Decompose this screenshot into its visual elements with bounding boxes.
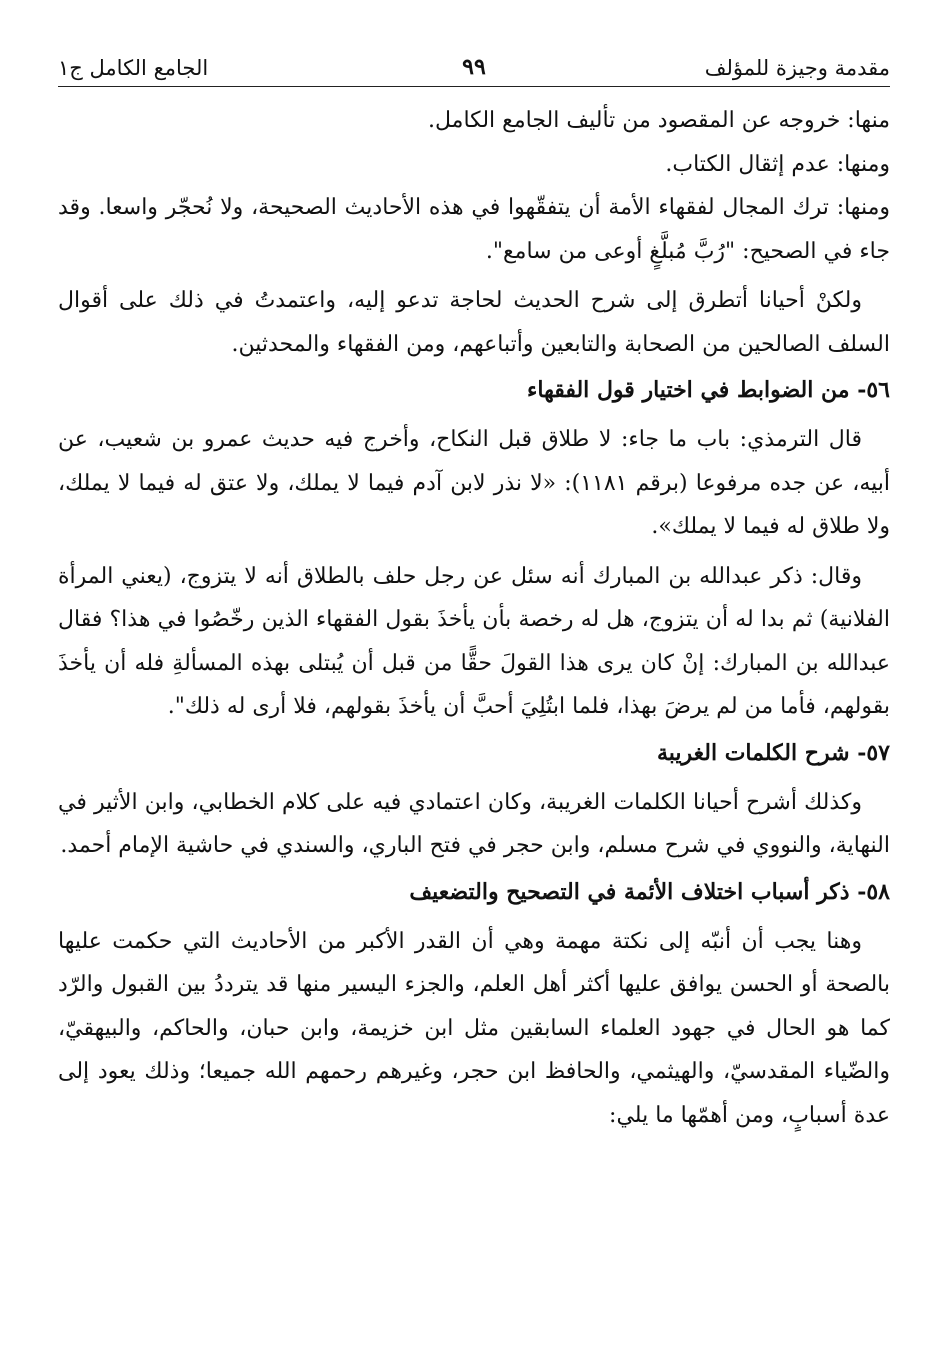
intro-paragraph-1: منها: خروجه عن المقصود من تأليف الجامع الكامل. [428, 108, 890, 133]
section-56-paragraph-2: وقال: ذكر عبدالله بن المبارك أنه سئل عن رجل حلف بالطلاق أنه لا يتزوج، (يعني المرأة الفلانية) ثم بدا له أن يتزوج، هل له رخصة بأن يأخذَ بقول الفقهاء الذين رخّصُوا في هذا؟ فقال عبدالله بن المبارك: إنْ كان يرى هذا القولَ حقًّا من قبل أن يُبتلى بهذه المسألةِ فله أن يأخذَ بقولهم، فأما من لم يرضَ بهذا، فلما ابتُلِيَ أحبَّ أن يأخذَ بقولهم، فلا أرى له ذلك". [58, 563, 890, 719]
section-57-paragraph-1: وكذلك أشرح أحيانا الكلمات الغريبة، وكان اعتمادي فيه على كلام الخطابي، وابن الأثير في النهاية، والنووي في شرح مسلم، وابن حجر في فتح الباري، والسندي في حاشية الإمام أحمد. [58, 789, 890, 858]
page-number: ٩٩ [462, 54, 486, 80]
running-header [58, 52, 890, 87]
section-title: من الضوابط في اختيار قول الفقهاء [527, 377, 850, 403]
section-number: ٥٧- [857, 739, 890, 766]
section-58-paragraph-1: وهنا يجب أن أنبّه إلى نكتة مهمة وهي أن القدر الأكبر من الأحاديث التي حكمت عليها بالصحة أو الحسن يوافق عليها أكثر أهل العلم، والجزء اليسير منها قد يترددُ بين القبول والرّد كما هو الحال في جهود العلماء السابقين مثل ابن خزيمة، وابن حبان، والحاكم، والبيهقيّ، والضّياء المقدسيّ، والهيثمي، والحافظ ابن حجر، وغيرهم رحمهم الله جميعا؛ وذلك يعود إلى عدة أسبابٍ، ومن أهمّها ما يلي: [58, 928, 890, 1128]
book-title: الجامع الكامل ج١ [58, 56, 209, 80]
intro-paragraph-3: ومنها: ترك المجال لفقهاء الأمة أن يتفقّهوا في هذه الأحاديث الصحيحة، ولا نُحجّر واسعا. وقد جاء في الصحيح: "رُبَّ مُبلَّغٍ أوعى من سامع". [58, 195, 890, 264]
intro-paragraph-4: ولكنْ أحيانا أتطرق إلى شرح الحديث لحاجة تدعو إليه، واعتمدتُ في ذلك على أقوال السلف الصالحين من الصحابة والتابعين وأتباعهم، ومن الفقهاء والمحدثين. [58, 288, 890, 357]
section-heading-57 [58, 731, 890, 775]
chapter-title: مقدمة وجيزة للمؤلف [704, 56, 890, 80]
section-heading-58 [58, 870, 890, 914]
intro-paragraph-2: ومنها: عدم إثقال الكتاب. [665, 151, 890, 177]
page-body [58, 99, 890, 1137]
section-title: شرح الكلمات الغريبة [656, 739, 850, 766]
book-page [58, 52, 890, 1137]
section-heading-56 [58, 368, 890, 412]
section-number: ٥٦- [857, 377, 890, 403]
section-56-paragraph-1: قال الترمذي: باب ما جاء: لا طلاق قبل النكاح، وأخرج فيه حديث عمرو بن شعيب، عن أبيه، عن جده مرفوعا (برقم ١١٨١): «لا نذر لابن آدم فيما لا يملك، ولا عتق له فيما لا يملك، ولا طلاق له فيما لا يملك». [58, 427, 891, 539]
section-title: ذكر أسباب اختلاف الأئمة في التصحيح والتضعيف [409, 878, 850, 905]
section-number: ٥٨- [857, 878, 890, 905]
